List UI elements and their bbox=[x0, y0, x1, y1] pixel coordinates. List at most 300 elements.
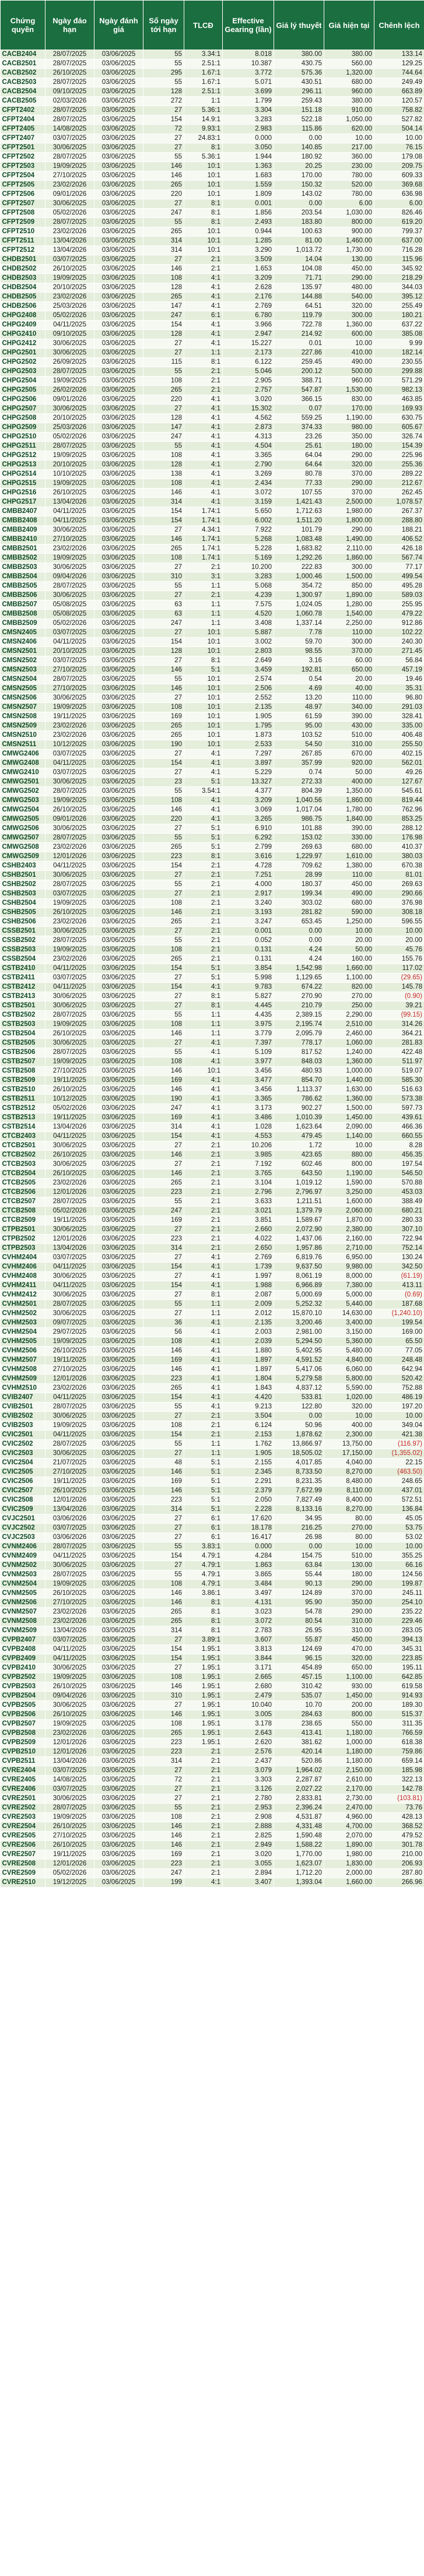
table-row bbox=[1, 946, 424, 955]
table-row bbox=[1, 703, 424, 712]
cell-days-to-maturity: 169 bbox=[143, 1477, 184, 1486]
cell-warrant-code: CFPT2508 bbox=[1, 209, 45, 218]
cell-days-to-maturity: 146 bbox=[143, 265, 184, 274]
cell-warrant-code: CHPG2410 bbox=[1, 330, 45, 339]
cell-valuation-date: 03/06/2025 bbox=[94, 908, 143, 918]
cell-maturity-date: 19/09/2025 bbox=[45, 274, 94, 283]
cell-maturity-date: 30/06/2025 bbox=[45, 778, 94, 787]
cell-current-price: 10.00 bbox=[324, 339, 374, 349]
cell-valuation-date: 03/06/2025 bbox=[94, 871, 143, 880]
cell-maturity-date: 26/10/2025 bbox=[45, 1682, 94, 1692]
cell-warrant-code: CMSN2503 bbox=[1, 666, 45, 675]
cell-conversion-ratio: 2:1 bbox=[184, 946, 223, 955]
cell-maturity-date: 30/06/2025 bbox=[45, 591, 94, 600]
table-row bbox=[1, 209, 424, 218]
cell-maturity-date: 02/03/2026 bbox=[45, 97, 94, 106]
table-row bbox=[1, 1869, 424, 1878]
cell-difference: 596.55 bbox=[374, 918, 424, 927]
cell-warrant-code: CMWG2502 bbox=[1, 787, 45, 796]
cell-days-to-maturity: 27 bbox=[143, 1636, 184, 1645]
table-row bbox=[1, 423, 424, 433]
cell-difference: 10.00 bbox=[374, 1412, 424, 1421]
cell-warrant-code: CFPT2501 bbox=[1, 143, 45, 153]
cell-difference: 394.13 bbox=[374, 1636, 424, 1645]
cell-effective-gearing: 3.607 bbox=[223, 1636, 274, 1645]
cell-conversion-ratio: 2:1 bbox=[184, 1785, 223, 1794]
cell-difference: (29.65) bbox=[374, 974, 424, 983]
cell-valuation-date: 03/06/2025 bbox=[94, 1319, 143, 1328]
cell-effective-gearing: 2.479 bbox=[223, 1692, 274, 1701]
cell-valuation-date: 03/06/2025 bbox=[94, 1179, 143, 1188]
cell-difference: 495.28 bbox=[374, 582, 424, 591]
cell-theoretical-price: 535.07 bbox=[274, 1692, 324, 1701]
cell-valuation-date: 03/06/2025 bbox=[94, 1841, 143, 1850]
cell-current-price: 320.00 bbox=[324, 1654, 374, 1664]
cell-valuation-date: 03/06/2025 bbox=[94, 731, 143, 740]
cell-conversion-ratio: 2:1 bbox=[184, 899, 223, 908]
cell-difference: 562.01 bbox=[374, 759, 424, 768]
table-row bbox=[1, 731, 424, 740]
cell-difference: 511.97 bbox=[374, 1057, 424, 1067]
cell-valuation-date: 03/06/2025 bbox=[94, 1244, 143, 1253]
cell-days-to-maturity: 154 bbox=[143, 516, 184, 526]
cell-warrant-code: CTCB2506 bbox=[1, 1188, 45, 1197]
cell-warrant-code: CTPB2502 bbox=[1, 1235, 45, 1244]
cell-valuation-date: 03/06/2025 bbox=[94, 572, 143, 582]
cell-warrant-code: CMSN2405 bbox=[1, 628, 45, 638]
cell-warrant-code: CHPG2513 bbox=[1, 461, 45, 470]
cell-warrant-code: CVNM2508 bbox=[1, 1617, 45, 1626]
cell-valuation-date: 03/06/2025 bbox=[94, 1431, 143, 1440]
cell-conversion-ratio: 10:1 bbox=[184, 171, 223, 181]
cell-warrant-code: CFPT2509 bbox=[1, 218, 45, 227]
cell-valuation-date: 03/06/2025 bbox=[94, 1225, 143, 1235]
table-row bbox=[1, 1748, 424, 1757]
cell-valuation-date: 03/06/2025 bbox=[94, 1878, 143, 1888]
cell-conversion-ratio: 2:1 bbox=[184, 1748, 223, 1757]
cell-difference: 799.37 bbox=[374, 227, 424, 237]
cell-valuation-date: 03/06/2025 bbox=[94, 181, 143, 190]
cell-difference: 209.75 bbox=[374, 162, 424, 171]
cell-conversion-ratio: 1:1 bbox=[184, 1020, 223, 1029]
cell-valuation-date: 03/06/2025 bbox=[94, 600, 143, 610]
table-row bbox=[1, 591, 424, 600]
cell-maturity-date: 25/03/2026 bbox=[45, 423, 94, 433]
table-row bbox=[1, 1151, 424, 1160]
cell-difference: 127.67 bbox=[374, 778, 424, 787]
cell-maturity-date: 30/06/2025 bbox=[45, 871, 94, 880]
cell-valuation-date: 03/06/2025 bbox=[94, 190, 143, 199]
cell-days-to-maturity: 223 bbox=[143, 1235, 184, 1244]
cell-days-to-maturity: 108 bbox=[143, 1813, 184, 1822]
cell-theoretical-price: 388.71 bbox=[274, 377, 324, 386]
cell-warrant-code: CFPT2404 bbox=[1, 115, 45, 125]
cell-difference: (0.90) bbox=[374, 992, 424, 1001]
cell-current-price: 4,040.00 bbox=[324, 1459, 374, 1468]
table-row bbox=[1, 1179, 424, 1188]
cell-days-to-maturity: 27 bbox=[143, 1412, 184, 1421]
cell-effective-gearing: 4.520 bbox=[223, 610, 274, 619]
cell-days-to-maturity: 128 bbox=[143, 647, 184, 656]
cell-warrant-code: CMWG2507 bbox=[1, 834, 45, 843]
cell-effective-gearing: 7.192 bbox=[223, 1160, 274, 1169]
cell-days-to-maturity: 27 bbox=[143, 1253, 184, 1263]
cell-conversion-ratio: 1.74:1 bbox=[184, 507, 223, 516]
cell-warrant-code: CSHB2403 bbox=[1, 862, 45, 871]
cell-conversion-ratio: 10:1 bbox=[184, 703, 223, 712]
table-row bbox=[1, 1533, 424, 1542]
cell-current-price: 600.00 bbox=[324, 330, 374, 339]
cell-effective-gearing: 0.001 bbox=[223, 199, 274, 209]
cell-theoretical-price: 1,013.72 bbox=[274, 246, 324, 255]
cell-warrant-code: CVNM2502 bbox=[1, 1561, 45, 1570]
cell-current-price: 900.00 bbox=[324, 227, 374, 237]
cell-maturity-date: 03/07/2025 bbox=[45, 1785, 94, 1794]
cell-theoretical-price: 1,589.67 bbox=[274, 1216, 324, 1225]
cell-valuation-date: 03/06/2025 bbox=[94, 1029, 143, 1039]
cell-conversion-ratio: 1.95:1 bbox=[184, 1664, 223, 1673]
cell-difference: 169.93 bbox=[374, 405, 424, 414]
cell-conversion-ratio: 4:1 bbox=[184, 433, 223, 442]
cell-maturity-date: 28/07/2025 bbox=[45, 106, 94, 115]
cell-maturity-date: 19/11/2025 bbox=[45, 712, 94, 722]
table-row bbox=[1, 97, 424, 106]
cell-conversion-ratio: 1:1 bbox=[184, 582, 223, 591]
cell-maturity-date: 26/10/2025 bbox=[45, 1169, 94, 1179]
table-row bbox=[1, 675, 424, 684]
cell-theoretical-price: 1,712.20 bbox=[274, 1869, 324, 1878]
cell-difference: (103.81) bbox=[374, 1794, 424, 1804]
table-row bbox=[1, 218, 424, 227]
table-row bbox=[1, 1692, 424, 1701]
table-row bbox=[1, 778, 424, 787]
cell-conversion-ratio: 4:1 bbox=[184, 283, 223, 293]
cell-difference: 225.96 bbox=[374, 451, 424, 461]
cell-conversion-ratio: 5:1 bbox=[184, 964, 223, 974]
cell-maturity-date: 28/07/2025 bbox=[45, 834, 94, 843]
cell-theoretical-price: 1,229.97 bbox=[274, 852, 324, 862]
cell-maturity-date: 30/06/2025 bbox=[45, 526, 94, 535]
cell-theoretical-price: 5,417.06 bbox=[274, 1365, 324, 1375]
cell-current-price: 6.00 bbox=[324, 199, 374, 209]
cell-conversion-ratio: 4.79:1 bbox=[184, 1552, 223, 1561]
cell-maturity-date: 05/08/2025 bbox=[45, 600, 94, 610]
cell-valuation-date: 03/06/2025 bbox=[94, 1794, 143, 1804]
cell-valuation-date: 03/06/2025 bbox=[94, 442, 143, 451]
cell-maturity-date: 27/10/2025 bbox=[45, 1468, 94, 1477]
cell-effective-gearing: 2.155 bbox=[223, 1459, 274, 1468]
cell-days-to-maturity: 146 bbox=[143, 1841, 184, 1850]
cell-effective-gearing: 2.650 bbox=[223, 1244, 274, 1253]
cell-effective-gearing: 5.650 bbox=[223, 507, 274, 516]
table-row bbox=[1, 834, 424, 843]
cell-valuation-date: 03/06/2025 bbox=[94, 162, 143, 171]
cell-current-price: 1,830.00 bbox=[324, 1860, 374, 1869]
cell-difference: 545.61 bbox=[374, 787, 424, 796]
cell-valuation-date: 03/06/2025 bbox=[94, 1468, 143, 1477]
table-row bbox=[1, 433, 424, 442]
cell-maturity-date: 12/01/2026 bbox=[45, 1188, 94, 1197]
cell-current-price: 1,600.00 bbox=[324, 1197, 374, 1207]
cell-days-to-maturity: 146 bbox=[143, 1067, 184, 1076]
cell-days-to-maturity: 265 bbox=[143, 1617, 184, 1626]
cell-theoretical-price: 170.00 bbox=[274, 171, 324, 181]
cell-effective-gearing: 4.420 bbox=[223, 1393, 274, 1403]
cell-theoretical-price: 71.71 bbox=[274, 274, 324, 283]
cell-current-price: 1,280.00 bbox=[324, 600, 374, 610]
table-row bbox=[1, 1085, 424, 1095]
cell-theoretical-price: 1,437.06 bbox=[274, 1235, 324, 1244]
cell-theoretical-price: 6,819.76 bbox=[274, 1253, 324, 1263]
cell-conversion-ratio: 4:1 bbox=[184, 1104, 223, 1113]
cell-current-price: 510.00 bbox=[324, 1552, 374, 1561]
cell-theoretical-price: 457.15 bbox=[274, 1673, 324, 1682]
cell-maturity-date: 28/07/2025 bbox=[45, 1570, 94, 1580]
cell-days-to-maturity: 27 bbox=[143, 1794, 184, 1804]
cell-effective-gearing: 5.887 bbox=[223, 628, 274, 638]
cell-theoretical-price: 6,966.89 bbox=[274, 1281, 324, 1291]
cell-theoretical-price: 54.50 bbox=[274, 740, 324, 750]
cell-valuation-date: 03/06/2025 bbox=[94, 628, 143, 638]
table-row bbox=[1, 470, 424, 479]
cell-valuation-date: 03/06/2025 bbox=[94, 936, 143, 946]
table-row bbox=[1, 1421, 424, 1431]
cell-difference: 20.00 bbox=[374, 936, 424, 946]
cell-maturity-date: 04/11/2025 bbox=[45, 516, 94, 526]
table-row bbox=[1, 50, 424, 59]
cell-theoretical-price: 1,623.64 bbox=[274, 1123, 324, 1132]
cell-days-to-maturity: 55 bbox=[143, 675, 184, 684]
cell-conversion-ratio: 4:1 bbox=[184, 1328, 223, 1337]
cell-effective-gearing: 3.851 bbox=[223, 1216, 274, 1225]
cell-maturity-date: 30/06/2025 bbox=[45, 927, 94, 936]
cell-valuation-date: 03/06/2025 bbox=[94, 489, 143, 498]
table-row bbox=[1, 862, 424, 871]
table-row bbox=[1, 1608, 424, 1617]
cell-valuation-date: 03/06/2025 bbox=[94, 638, 143, 647]
cell-conversion-ratio: 2:1 bbox=[184, 880, 223, 890]
cell-maturity-date: 03/07/2025 bbox=[45, 768, 94, 778]
cell-conversion-ratio: 4:1 bbox=[184, 339, 223, 349]
cell-days-to-maturity: 146 bbox=[143, 1029, 184, 1039]
cell-days-to-maturity: 55 bbox=[143, 367, 184, 377]
table-row bbox=[1, 1580, 424, 1589]
cell-difference: 605.67 bbox=[374, 423, 424, 433]
cell-current-price: 450.00 bbox=[324, 880, 374, 890]
cell-conversion-ratio: 4:1 bbox=[184, 274, 223, 283]
cell-valuation-date: 03/06/2025 bbox=[94, 983, 143, 992]
cell-theoretical-price: 122.80 bbox=[274, 1403, 324, 1412]
cell-warrant-code: CMBB2407 bbox=[1, 507, 45, 516]
table-row bbox=[1, 1720, 424, 1729]
cell-warrant-code: CVPB2509 bbox=[1, 1738, 45, 1748]
cell-warrant-code: CVIC2506 bbox=[1, 1477, 45, 1486]
cell-conversion-ratio: 5.36:1 bbox=[184, 153, 223, 162]
cell-maturity-date: 12/01/2026 bbox=[45, 1496, 94, 1505]
cell-valuation-date: 03/06/2025 bbox=[94, 69, 143, 78]
cell-conversion-ratio: 4:1 bbox=[184, 1048, 223, 1057]
cell-difference: 914.93 bbox=[374, 1692, 424, 1701]
cell-effective-gearing: 15.302 bbox=[223, 405, 274, 414]
cell-current-price: 1,380.00 bbox=[324, 862, 374, 871]
cell-difference: (61.19) bbox=[374, 1272, 424, 1281]
cell-theoretical-price: 5,279.58 bbox=[274, 1375, 324, 1384]
cell-valuation-date: 03/06/2025 bbox=[94, 1589, 143, 1598]
table-row bbox=[1, 535, 424, 544]
cell-current-price: 370.00 bbox=[324, 647, 374, 656]
cell-days-to-maturity: 27 bbox=[143, 1766, 184, 1776]
cell-current-price: 560.00 bbox=[324, 59, 374, 69]
cell-conversion-ratio: 4:1 bbox=[184, 489, 223, 498]
cell-current-price: 10.00 bbox=[324, 1141, 374, 1151]
cell-warrant-code: CHPG2409 bbox=[1, 321, 45, 330]
cell-theoretical-price: 366.15 bbox=[274, 395, 324, 405]
cell-valuation-date: 03/06/2025 bbox=[94, 656, 143, 666]
cell-maturity-date: 30/06/2025 bbox=[45, 1272, 94, 1281]
cell-conversion-ratio: 1:1 bbox=[184, 349, 223, 358]
cell-valuation-date: 03/06/2025 bbox=[94, 843, 143, 852]
cell-current-price: 1,500.00 bbox=[324, 1104, 374, 1113]
cell-conversion-ratio: 2.51:1 bbox=[184, 87, 223, 97]
table-row bbox=[1, 974, 424, 983]
cell-valuation-date: 03/06/2025 bbox=[94, 1654, 143, 1664]
cell-theoretical-price: 2,981.00 bbox=[274, 1328, 324, 1337]
cell-conversion-ratio: 2:1 bbox=[184, 265, 223, 274]
cell-warrant-code: CACB2502 bbox=[1, 69, 45, 78]
table-row bbox=[1, 1738, 424, 1748]
cell-conversion-ratio: 10:1 bbox=[184, 227, 223, 237]
cell-warrant-code: CVIB2502 bbox=[1, 1412, 45, 1421]
cell-warrant-code: CHPG2412 bbox=[1, 339, 45, 349]
cell-warrant-code: CMBB2506 bbox=[1, 591, 45, 600]
table-row bbox=[1, 1552, 424, 1561]
table-row bbox=[1, 479, 424, 489]
cell-effective-gearing: 9.783 bbox=[223, 983, 274, 992]
cell-maturity-date: 13/04/2026 bbox=[45, 1244, 94, 1253]
cell-warrant-code: CVPB2408 bbox=[1, 1645, 45, 1654]
cell-maturity-date: 05/02/2026 bbox=[45, 209, 94, 218]
cell-effective-gearing: 1.988 bbox=[223, 1281, 274, 1291]
cell-theoretical-price: 0.00 bbox=[274, 927, 324, 936]
cell-days-to-maturity: 169 bbox=[143, 1076, 184, 1085]
cell-conversion-ratio: 2.51:1 bbox=[184, 59, 223, 69]
cell-warrant-code: CVIB2407 bbox=[1, 1393, 45, 1403]
cell-warrant-code: CHPG2508 bbox=[1, 414, 45, 423]
cell-current-price: 550.00 bbox=[324, 1720, 374, 1729]
cell-valuation-date: 03/06/2025 bbox=[94, 1598, 143, 1608]
cell-days-to-maturity: 27 bbox=[143, 1701, 184, 1710]
cell-days-to-maturity: 223 bbox=[143, 1188, 184, 1197]
cell-maturity-date: 26/10/2025 bbox=[45, 908, 94, 918]
cell-days-to-maturity: 55 bbox=[143, 1440, 184, 1449]
cell-maturity-date: 04/11/2025 bbox=[45, 1654, 94, 1664]
cell-difference: 124.56 bbox=[374, 1570, 424, 1580]
table-row bbox=[1, 1001, 424, 1011]
cell-effective-gearing: 3.265 bbox=[223, 815, 274, 824]
cell-maturity-date: 30/06/2025 bbox=[45, 405, 94, 414]
cell-theoretical-price: 7,672.99 bbox=[274, 1486, 324, 1496]
cell-maturity-date: 30/06/2025 bbox=[45, 1412, 94, 1421]
cell-conversion-ratio: 6:1 bbox=[184, 1533, 223, 1542]
cell-difference: 96.80 bbox=[374, 694, 424, 703]
cell-valuation-date: 03/06/2025 bbox=[94, 1533, 143, 1542]
cell-days-to-maturity: 154 bbox=[143, 1431, 184, 1440]
cell-days-to-maturity: 265 bbox=[143, 722, 184, 731]
cell-difference: 45.05 bbox=[374, 1514, 424, 1524]
cell-difference: 262.45 bbox=[374, 489, 424, 498]
cell-days-to-maturity: 128 bbox=[143, 330, 184, 339]
cell-maturity-date: 28/07/2025 bbox=[45, 1197, 94, 1207]
cell-difference: 197.20 bbox=[374, 1403, 424, 1412]
cell-maturity-date: 23/02/2026 bbox=[45, 293, 94, 302]
cell-theoretical-price: 1,113.37 bbox=[274, 1085, 324, 1095]
cell-theoretical-price: 9,637.50 bbox=[274, 1263, 324, 1272]
cell-valuation-date: 03/06/2025 bbox=[94, 806, 143, 815]
cell-warrant-code: CVNM2507 bbox=[1, 1608, 45, 1617]
cell-difference: 255.49 bbox=[374, 302, 424, 311]
cell-warrant-code: CTCB2505 bbox=[1, 1179, 45, 1188]
cell-conversion-ratio: 4:1 bbox=[184, 405, 223, 414]
cell-days-to-maturity: 223 bbox=[143, 1496, 184, 1505]
cell-theoretical-price: 1,623.07 bbox=[274, 1860, 324, 1869]
cell-difference: 248.65 bbox=[374, 1477, 424, 1486]
cell-theoretical-price: 63.84 bbox=[274, 1561, 324, 1570]
cell-warrant-code: CSTB2505 bbox=[1, 1039, 45, 1048]
cell-theoretical-price: 413.41 bbox=[274, 1729, 324, 1738]
cell-warrant-code: CVPB2409 bbox=[1, 1654, 45, 1664]
cell-days-to-maturity: 27 bbox=[143, 628, 184, 638]
cell-theoretical-price: 10.70 bbox=[274, 1701, 324, 1710]
cell-current-price: 10.00 bbox=[324, 927, 374, 936]
cell-conversion-ratio: 2:1 bbox=[184, 1757, 223, 1766]
cell-maturity-date: 03/06/2026 bbox=[45, 1533, 94, 1542]
cell-theoretical-price: 2,095.79 bbox=[274, 1029, 324, 1039]
cell-valuation-date: 03/06/2025 bbox=[94, 134, 143, 143]
table-row bbox=[1, 1878, 424, 1888]
cell-warrant-code: CSTB2504 bbox=[1, 1029, 45, 1039]
table-row bbox=[1, 1104, 424, 1113]
cell-difference: 8.28 bbox=[374, 1141, 424, 1151]
cell-effective-gearing: 5.229 bbox=[223, 768, 274, 778]
cell-current-price: 450.00 bbox=[324, 1636, 374, 1645]
table-row bbox=[1, 1524, 424, 1533]
cell-effective-gearing: 6.292 bbox=[223, 834, 274, 843]
cell-valuation-date: 03/06/2025 bbox=[94, 115, 143, 125]
cell-warrant-code: CVHM2509 bbox=[1, 1375, 45, 1384]
cell-valuation-date: 03/06/2025 bbox=[94, 1748, 143, 1757]
cell-days-to-maturity: 27 bbox=[143, 694, 184, 703]
cell-conversion-ratio: 4:1 bbox=[184, 1076, 223, 1085]
cell-warrant-code: CSTB2507 bbox=[1, 1057, 45, 1067]
cell-warrant-code: CTCB2509 bbox=[1, 1216, 45, 1225]
cell-days-to-maturity: 27 bbox=[143, 1160, 184, 1169]
cell-conversion-ratio: 1.95:1 bbox=[184, 1645, 223, 1654]
cell-warrant-code: CHPG2514 bbox=[1, 470, 45, 479]
cell-theoretical-price: 674.22 bbox=[274, 983, 324, 992]
cell-theoretical-price: 1,010.39 bbox=[274, 1113, 324, 1123]
table-row bbox=[1, 1067, 424, 1076]
cell-days-to-maturity: 146 bbox=[143, 1589, 184, 1598]
cell-current-price: 7,380.00 bbox=[324, 1281, 374, 1291]
cell-current-price: 960.00 bbox=[324, 87, 374, 97]
cell-effective-gearing: 2.574 bbox=[223, 675, 274, 684]
cell-effective-gearing: 7.922 bbox=[223, 526, 274, 535]
cell-difference: 499.54 bbox=[374, 572, 424, 582]
cell-theoretical-price: 284.63 bbox=[274, 1710, 324, 1720]
cell-current-price: 1,190.00 bbox=[324, 414, 374, 423]
table-body bbox=[1, 50, 424, 1888]
cell-valuation-date: 03/06/2025 bbox=[94, 722, 143, 731]
